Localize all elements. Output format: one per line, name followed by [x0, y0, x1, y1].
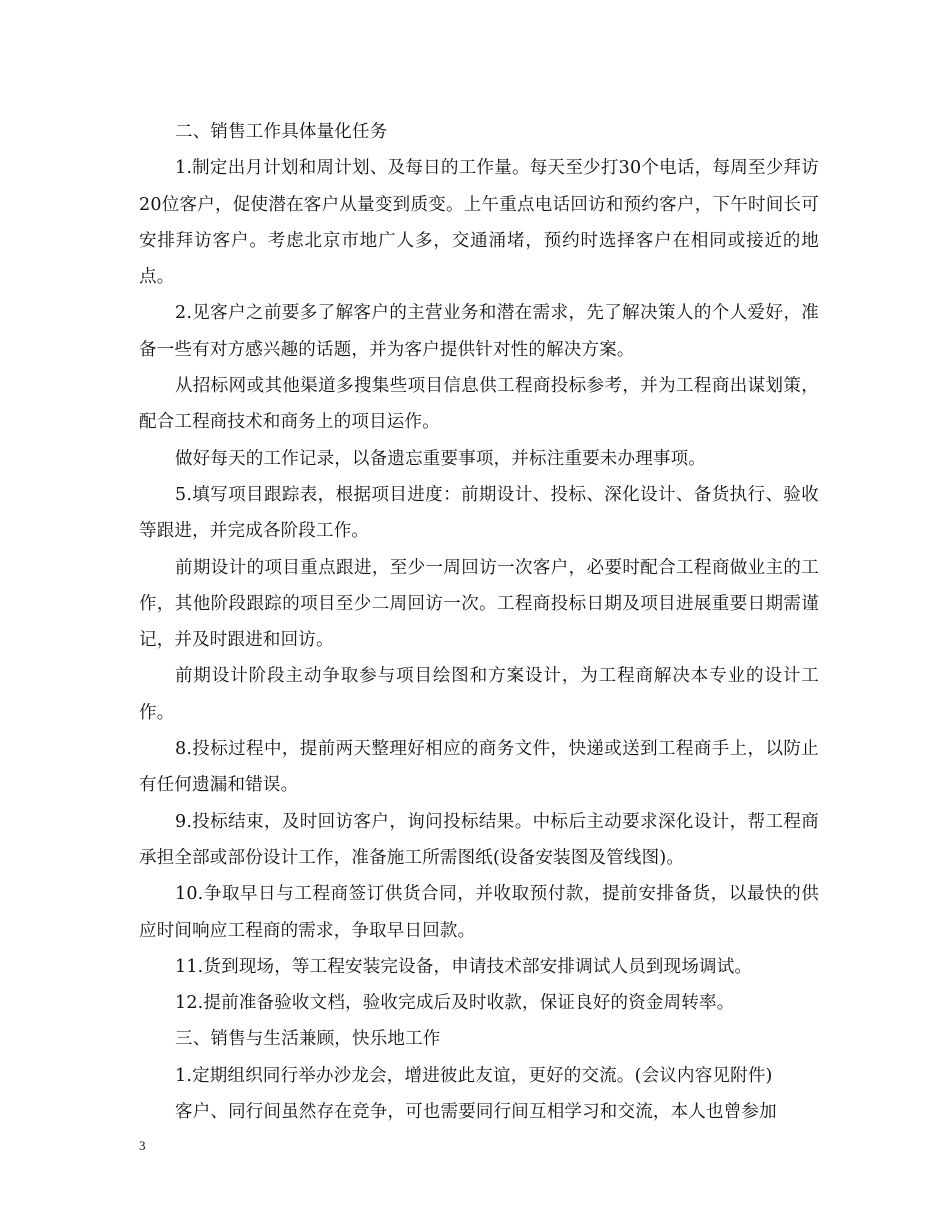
paragraph: 9.投标结束，及时回访客户，询问投标结果。中标后主动要求深化设计，帮工程商承担全部或部份设计工作，准备施工所需图纸(设备安装图及管线图)。	[139, 811, 819, 868]
paragraph: 客户、同行间虽然存在竞争，可也需要同行间互相学习和交流，本人也曾参加	[175, 1102, 777, 1123]
paragraph: 从招标网或其他渠道多搜集些项目信息供工程商投标参考，并为工程商出谋划策，配合工程商技术和商务上的项目运作。	[139, 376, 819, 433]
document-body	[139, 114, 819, 1130]
section-heading: 二、销售工作具体量化任务	[175, 122, 388, 142]
paragraph: 5.填写项目跟踪表，根据项目进度：前期设计、投标、深化设计、备货执行、验收等跟进，并完成各阶段工作。	[139, 484, 819, 542]
paragraph: 10.争取早日与工程商签订供货合同，并收取预付款，提前安排备货，以最快的供应时间响应工程商的需求，争取早日回款。	[139, 884, 819, 941]
paragraph: 8.投标过程中，提前两天整理好相应的商务文件，快递或送到工程商手上，以防止有任何遗漏和错误。	[139, 739, 819, 796]
paragraph: 1.制定出月计划和周计划、及每日的工作量。每天至少打30个电话，每周至少拜访20位客户，促使潜在客户从量变到质变。上午重点电话回访和预约客户，下午时间长可安排拜访客户。考虑北京市地广人多，交通涌堵，预约时选择客户在相同或接近的地点。	[139, 158, 819, 288]
paragraph: 前期设计的项目重点跟进，至少一周回访一次客户，必要时配合工程商做业主的工作，其他阶段跟踪的项目至少二周回访一次。工程商投标日期及项目进展重要日期需谨记，并及时跟进和回访。	[139, 557, 819, 651]
paragraph: 2.见客户之前要多了解客户的主营业务和潜在需求，先了解决策人的个人爱好，准备一些有对方感兴趣的话题，并为客户提供针对性的解决方案。	[139, 303, 819, 360]
paragraph: 1.定期组织同行举办沙龙会，增进彼此友谊，更好的交流。(会议内容见附件)	[175, 1065, 773, 1086]
paragraph: 做好每天的工作记录，以备遗忘重要事项，并标注重要未办理事项。	[175, 448, 706, 469]
page-number: 3	[139, 1138, 146, 1153]
section-heading: 三、销售与生活兼顾，快乐地工作	[175, 1029, 441, 1050]
paragraph: 前期设计阶段主动争取参与项目绘图和方案设计，为工程商解决本专业的设计工作。	[139, 666, 819, 723]
paragraph: 11.货到现场，等工程安装完设备，申请技术部安排调试人员到现场调试。	[175, 956, 753, 977]
paragraph: 12.提前准备验收文档，验收完成后及时收款，保证良好的资金周转率。	[175, 993, 735, 1014]
